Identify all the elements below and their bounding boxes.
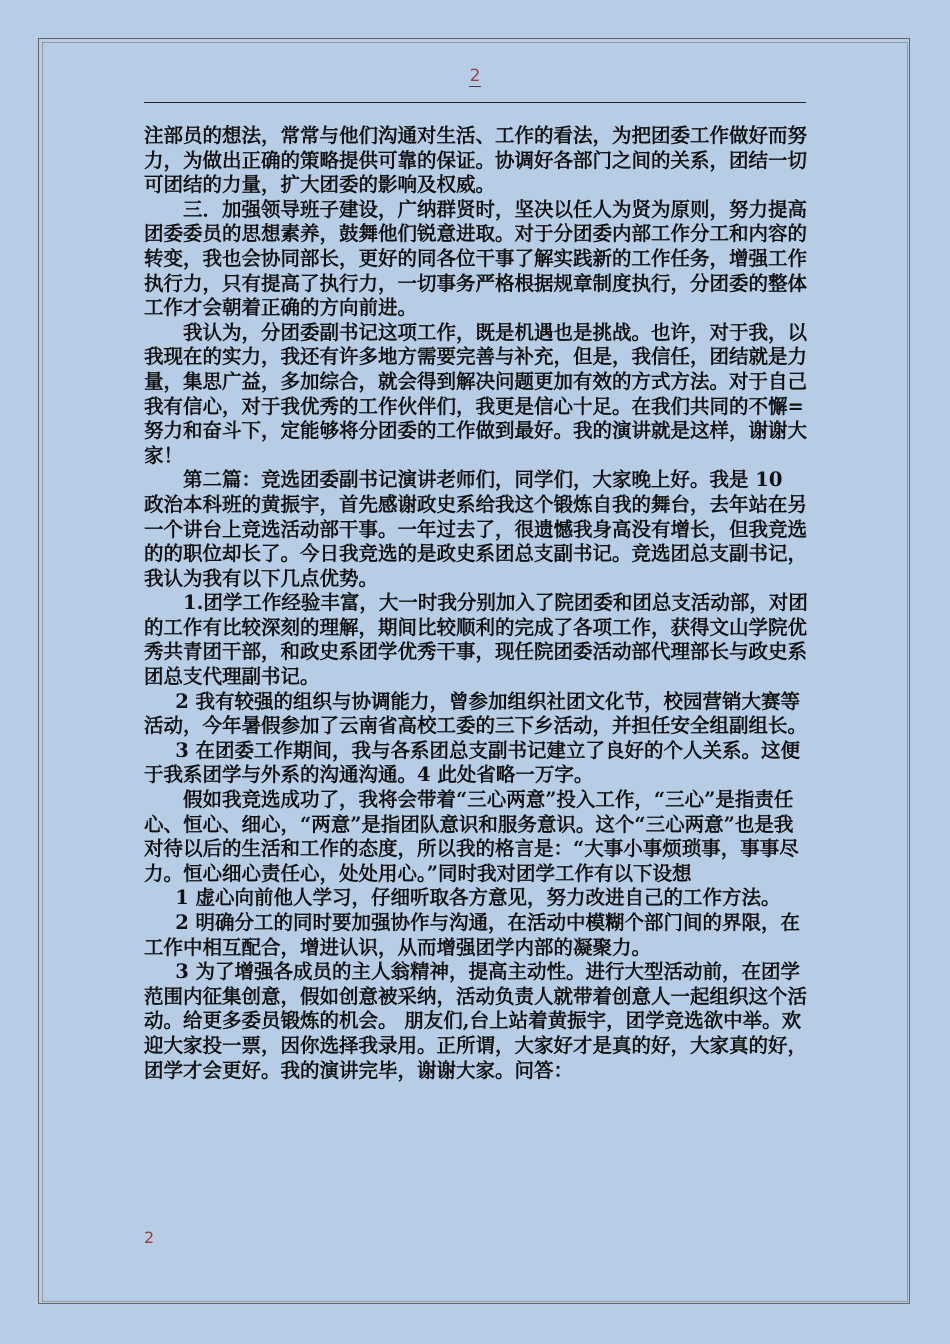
document-body bbox=[144, 124, 808, 1083]
paragraph-advantage-2: 2 我有较强的组织与协调能力，曾参加组织社团文化节，校园营销大赛等活动，今年暑假参加了云南省高校工委的三下乡活动，并担任安全组副组长。 bbox=[144, 689, 808, 738]
header-rule bbox=[144, 102, 806, 103]
paragraph-three-hearts: 假如我竞选成功了，我将会带着“三心两意”投入工作，“三心”是指责任心、恒心、细心，“两意”是指团队意识和服务意识。这个“三心两意”也是我对待以后的生活和工作的态度，所以我的格言是：“大事小事烦琐事，事事尽力。恒心细心责任心，处处用心。”同时我对团学工作有以下设想 bbox=[144, 788, 799, 885]
paragraph-advantage-3: 3 在团委工作期间，我与各系团总支副书记建立了良好的个人关系。这便于我系团学与外系的沟通沟通。4 此处省略一万字。 bbox=[144, 738, 801, 787]
paragraph-conclusion: 我认为，分团委副书记这项工作，既是机遇也是挑战。也许，对于我，以我现在的实力，我还有许多地方需要完善与补充，但是，我信任，团结就是力量，集思广益，多加综合，就会得到解决问题更加有效的方式方法。对于自己我有信心，对于我优秀的工作伙伴们，我更是信心十足。在我们共同的不懈=努力和奋斗下，定能够将分团委的工作做到最好。我的演讲就是这样，谢谢大家！ bbox=[144, 320, 808, 467]
paragraph-section-three: 三．加强领导班子建设，广纳群贤时，坚决以任人为贤为原则，努力提高团委委员的思想素养，鼓舞他们锐意进取。对于分团委内部工作分工和内容的转变，我也会协同部长，更好的同各位干事了解实践新的工作任务，增强工作执行力，只有提高了执行力，一切事务严格根据规章制度执行，分团委的整体工作才会朝着正确的方向前进。 bbox=[144, 197, 808, 320]
header-page-number: 2 bbox=[469, 66, 481, 86]
paragraph-second-speech: 第二篇：竞选团委副书记演讲老师们，同学们，大家晚上好。我是 10 政治本科班的黄振宇，首先感谢政史系给我这个锻炼自我的舞台，去年站在另一个讲台上竞选活动部干事。一年过去了，很遗憾我身高没有增长，但我竞选的的职位却长了。今日我竞选的是政史系团总支副书记。竞选团总支副书记，我认为我有以下几点优势。 bbox=[144, 468, 808, 590]
paragraph-plan-1: 1 虚心向前他人学习，仔细听取各方意见，努力改进自己的工作方法。 bbox=[175, 886, 781, 910]
paragraph-continuation: 注部员的想法，常常与他们沟通对生活、工作的看法，为把团委工作做好而努力，为做出正确的策略提供可靠的保证。协调好各部门之间的关系，团结一切可团结的力量，扩大团委的影响及权威。 bbox=[144, 124, 808, 197]
paragraph-advantage-1: 1.团学工作经验丰富，大一时我分别加入了院团委和团总支活动部，对团的工作有比较深刻的理解，期间比较顺利的完成了各项工作，获得文山学院优秀共青团干部，和政史系团学优秀干事，现任院团委活动部代理部长与政史系团总支代理副书记。 bbox=[144, 591, 808, 689]
footer-page-number: 2 bbox=[144, 1228, 155, 1247]
paragraph-plan-2: 2 明确分工的同时要加强协作与沟通，在活动中模糊个部门间的界限，在工作中相互配合，增进认识，从而增强团学内部的凝聚力。 bbox=[144, 911, 801, 959]
paragraph-plan-3: 3 为了增强各成员的主人翁精神，提高主动性。进行大型活动前，在团学范围内征集创意，假如创意被采纳，活动负责人就带着创意人一起组织这个活动。给更多委员锻炼的机会。 朋友们,台上站着黄振宇，团学竞选欲中举。欢迎大家投一票，因你选择我录用。正所谓，大家好才是真的好，大家真的好，团学才会更好。我的演讲完毕，谢谢大家。问答： bbox=[144, 960, 808, 1082]
